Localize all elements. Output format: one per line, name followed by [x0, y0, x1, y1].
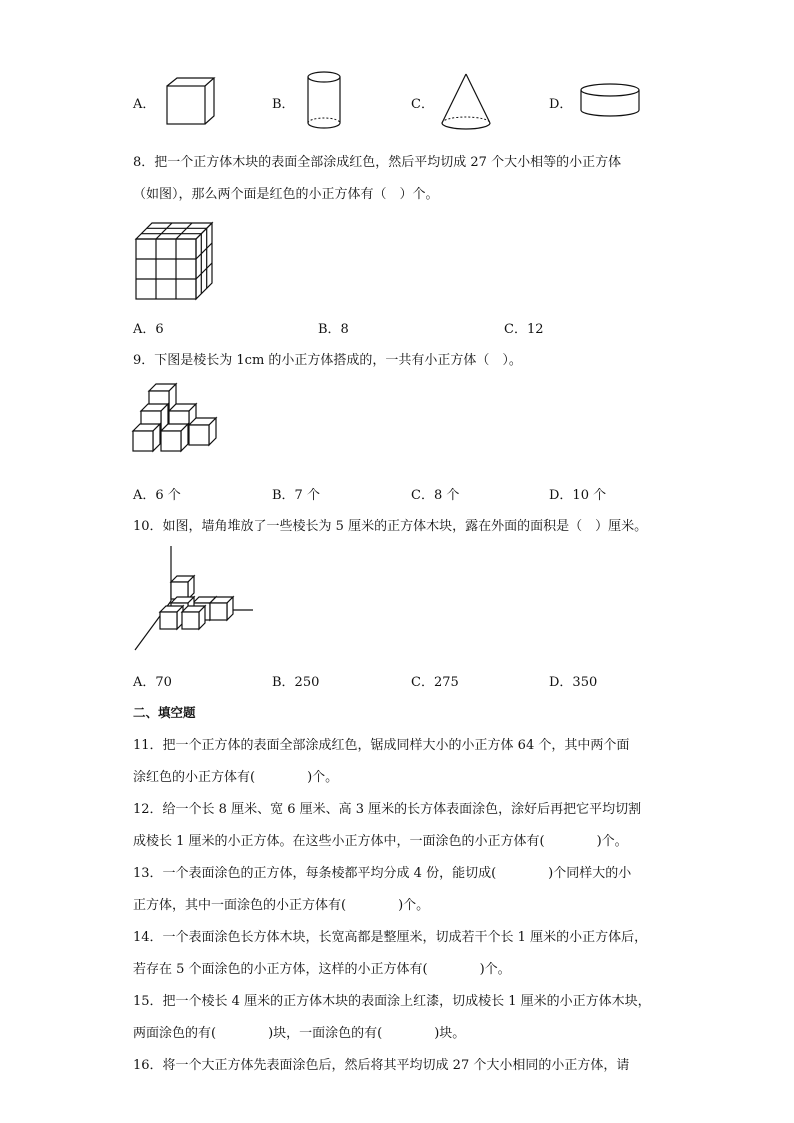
rubik-cube-figure [135, 222, 217, 302]
q9-option-a: A．6 个 [133, 488, 181, 503]
q9-text-line-1: 9．下图是棱长为 1cm 的小正方体搭成的，一共有小正方体（ ）。 [133, 353, 522, 368]
q8-text-line-2: （如图），那么两个面是红色的小正方体有（ ）个。 [133, 187, 439, 202]
q7-option-d-label: D． [549, 97, 573, 112]
q11-text-line-1: 11．把一个正方体的表面全部涂成红色，锯成同样大小的小正方体 64 个，其中两个面 [133, 738, 630, 753]
q13-text-line-1: 13．一个表面涂色的正方体，每条棱都平均分成 4 份，能切成( )个同样大的小 [133, 866, 632, 881]
q8-option-a: A．6 [133, 322, 164, 337]
q16-text-line-1: 16．将一个大正方体先表面涂色后，然后将其平均切成 27 个大小相同的小正方体，请 [133, 1058, 630, 1073]
q8-option-c: C．12 [504, 322, 544, 337]
q12-text-line-2: 成棱长 1 厘米的小正方体。在这些小正方体中，一面涂色的小正方体有( )个。 [133, 834, 628, 849]
stacked-cubes-figure [133, 380, 223, 460]
q8-option-b: B．8 [318, 322, 349, 337]
q7-option-c-label: C． [411, 97, 434, 112]
q9-option-c: C．8 个 [411, 488, 460, 503]
q15-text-line-1: 15．把一个棱长 4 厘米的正方体木块的表面涂上红漆，切成棱长 1 厘米的小正方体木块， [133, 994, 651, 1009]
q14-text-line-1: 14．一个表面涂色长方体木块，长宽高都是整厘米，切成若干个长 1 厘米的小正方体后， [133, 930, 648, 945]
q10-option-b: B．250 [272, 675, 320, 690]
q10-option-a: A．70 [133, 675, 172, 690]
q7-option-b-label: B． [272, 97, 295, 112]
corner-cubes-figure [133, 546, 258, 654]
cone-figure [440, 72, 494, 132]
q10-text-line-1: 10．如图，墙角堆放了一些棱长为 5 厘米的正方体木块，露在外面的面积是（ ）厘米。 [133, 519, 648, 534]
q14-text-line-2: 若存在 5 个面涂色的小正方体，这样的小正方体有( )个。 [133, 962, 511, 977]
q7-option-a-label: A． [133, 97, 156, 112]
section-heading-fill-blank: 二、填空题 [133, 705, 196, 720]
cylinder-figure [305, 70, 345, 132]
q9-option-b: B．7 个 [272, 488, 320, 503]
q15-text-line-2: 两面涂色的有( )块，一面涂色的有( )块。 [133, 1026, 466, 1041]
q10-option-c: C．275 [411, 675, 459, 690]
q11-text-line-2: 涂红色的小正方体有( )个。 [133, 770, 339, 785]
q12-text-line-1: 12．给一个长 8 厘米、宽 6 厘米、高 3 厘米的长方体表面涂色，涂好后再把它平均切割 [133, 802, 642, 817]
q8-text-line-1: 8．把一个正方体木块的表面全部涂成红色，然后平均切成 27 个大小相等的小正方体 [133, 155, 622, 170]
cube-figure [165, 76, 217, 128]
q10-option-d: D．350 [549, 675, 598, 690]
q9-option-d: D．10 个 [549, 488, 607, 503]
flat-cylinder-figure [579, 82, 643, 120]
q13-text-line-2: 正方体，其中一面涂色的小正方体有( )个。 [133, 898, 430, 913]
